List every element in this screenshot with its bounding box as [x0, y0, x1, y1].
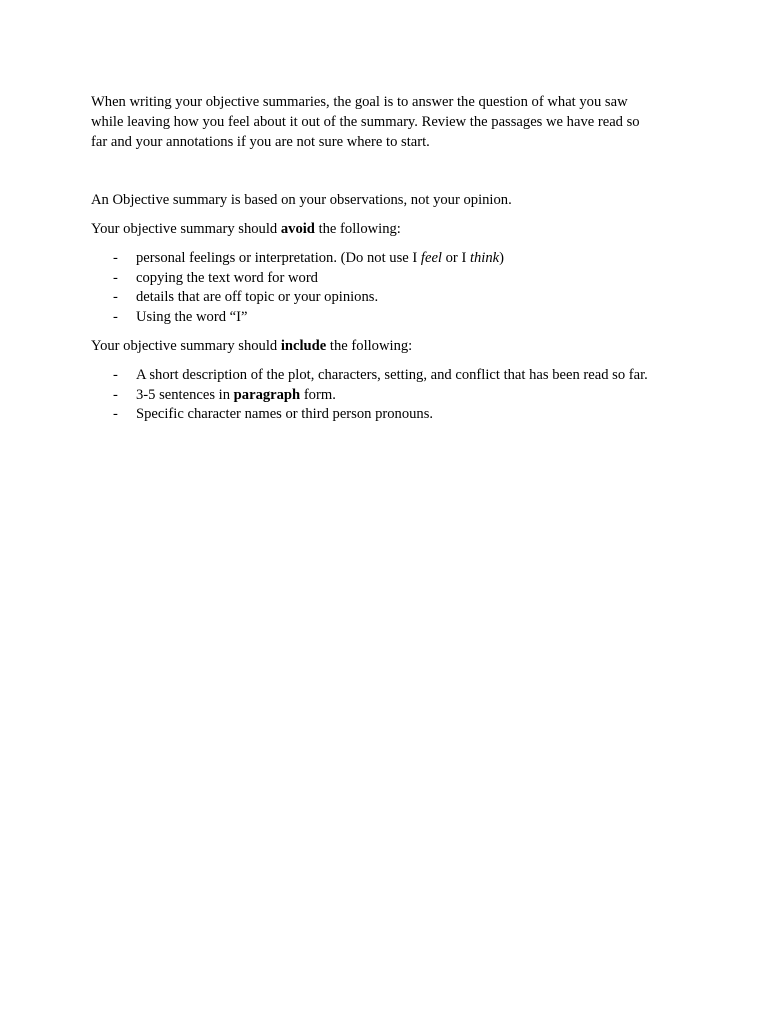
bullet-dash: - [113, 406, 118, 422]
intro-line-2: while leaving how you feel about it out of the summary. Review the passages we have read so [91, 114, 640, 130]
include-item-description: A short description of the plot, characters, setting, and conflict that has been read so far. [136, 367, 648, 383]
paragraph-bold: paragraph [233, 386, 301, 403]
avoid-item-feelings-text-1: personal feelings or interpretation. (Do not use I [136, 250, 421, 266]
include-heading-prefix: Your objective summary should [91, 338, 281, 354]
avoid-heading [91, 219, 401, 239]
intro-line-3: far and your annotations if you are not sure where to start. [91, 134, 430, 150]
avoid-item-feelings-text-3: ) [499, 250, 505, 266]
avoid-keyword: avoid [280, 221, 315, 237]
objective-statement: An Objective summary is based on your observations, not your opinion. [91, 192, 512, 208]
avoid-item-copying: copying the text word for word [136, 269, 318, 286]
bullet-dash: - [113, 367, 118, 383]
avoid-item-feelings-text-2: or I [441, 250, 470, 266]
avoid-item-off-topic: details that are off topic or your opinions. [136, 289, 379, 305]
intro-paragraph [91, 92, 681, 152]
avoid-heading-prefix: Your objective summary should [91, 221, 281, 237]
think-italic: think [469, 250, 500, 266]
include-item-sentences-text-2: form. [300, 386, 336, 403]
bullet-dash: - [113, 269, 118, 286]
include-keyword: include [280, 338, 327, 354]
bullet-dash: - [113, 308, 118, 325]
intro-line-1: When writing your objective summaries, the goal is to answer the question of what you saw [91, 94, 628, 110]
feel-italic: feel [420, 250, 442, 266]
include-item-names: Specific character names or third person pronouns. [136, 406, 434, 422]
include-item-sentences-text-1: 3-5 sentences in [136, 386, 234, 403]
include-heading [91, 336, 412, 356]
avoid-heading-suffix: the following: [314, 221, 401, 237]
bullet-dash: - [113, 289, 118, 305]
bullet-dash: - [113, 250, 118, 266]
avoid-item-feelings [136, 249, 504, 269]
include-item-sentences [136, 386, 336, 406]
include-heading-suffix: the following: [326, 338, 413, 354]
avoid-item-word-i: Using the word “I” [136, 308, 248, 325]
bullet-dash: - [113, 386, 118, 403]
